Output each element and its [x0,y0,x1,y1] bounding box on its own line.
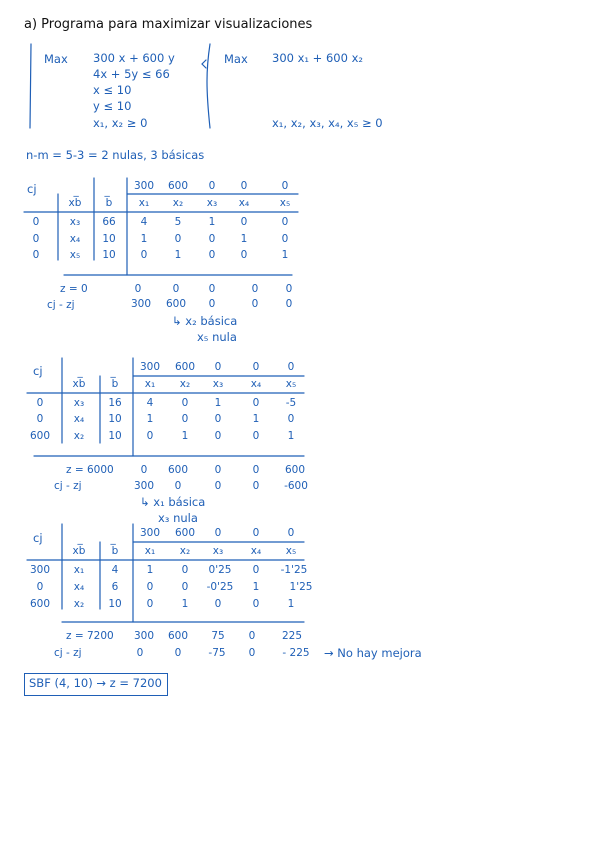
var-header: x₅ [285,545,297,557]
cj-value: 0 [252,527,260,539]
row-b: 10 [102,249,116,261]
row-coef: -1'25 [280,564,308,576]
var-header: x₁ [144,545,156,557]
row-coef: 0 [181,397,189,409]
row-c: 0 [32,233,40,245]
z-label: z = 6000 [66,464,114,476]
row-coef: 1'25 [289,581,313,593]
cz-value: 0 [174,480,182,492]
row-b: 6 [111,581,119,593]
max-label-right: Max [224,52,248,66]
row-coef: 0'25 [208,564,232,576]
objective-right: 300 x₁ + 600 x₂ [272,51,363,65]
cz-value: 0 [285,298,293,310]
z-value: 0 [252,464,260,476]
row-c: 0 [32,216,40,228]
row-c: 0 [36,397,44,409]
z-value: 0 [172,283,180,295]
xb-header: xb̅ [72,545,86,557]
row-coef: 0 [146,598,154,610]
xb-header: xb̅ [68,197,82,209]
cz-value: 0 [251,298,259,310]
var-header: x₂ [172,197,184,209]
row-coef: 4 [146,397,154,409]
row-b: 66 [102,216,116,228]
row-coef: 1 [181,598,189,610]
row-c: 600 [29,598,51,610]
var-header: x₃ [212,545,224,557]
model-bracket-left [30,44,31,128]
row-b: 10 [102,233,116,245]
row-b: 16 [108,397,122,409]
row-coef: 0 [181,564,189,576]
z-value: 75 [211,630,225,642]
z-label: z = 7200 [66,630,114,642]
var-header: x₅ [285,378,297,390]
cj-value: 0 [214,527,222,539]
row-coef: 1 [146,564,154,576]
constraint-nonneg: x₁, x₂ ≥ 0 [93,116,148,130]
z-value: 600 [167,630,189,642]
max-label-left: Max [44,52,68,66]
cz-label: cj - zj [54,647,82,659]
var-header: x₄ [250,545,262,557]
row-coef: 0 [208,233,216,245]
z-value: 0 [251,283,259,295]
var-header: x₅ [279,197,291,209]
cj-value: 0 [281,180,289,192]
cj-value: 300 [139,527,161,539]
z-value: 0 [140,464,148,476]
entering-note: ↳ x₂ básica [172,314,238,328]
row-coef: 0 [146,581,154,593]
z-value: 300 [133,630,155,642]
nm-line: n-m = 5-3 = 2 nulas, 3 básicas [26,148,205,162]
cj-value: 600 [167,180,189,192]
cz-value: 600 [165,298,187,310]
row-coef: 0 [146,430,154,442]
row-xb: x₁ [73,564,85,576]
cj-value: 0 [287,361,295,373]
row-coef: 0 [214,598,222,610]
solution-box [24,673,168,696]
cz-label: cj - zj [47,299,75,311]
var-header: x₃ [212,378,224,390]
z-value: 0 [134,283,142,295]
row-coef: 1 [140,233,148,245]
cj-label: cj [27,182,37,196]
cj-value: 600 [174,361,196,373]
cz-value: -600 [284,480,308,492]
var-header: x₃ [206,197,218,209]
row-coef: 1 [214,397,222,409]
row-xb: x₂ [73,430,85,442]
row-coef: 0 [252,564,260,576]
row-xb: x₄ [69,233,81,245]
row-b: 10 [108,598,122,610]
row-c: 0 [36,413,44,425]
var-header: x₁ [138,197,150,209]
leaving-note: x₅ nula [197,330,237,344]
row-c: 600 [29,430,51,442]
row-xb: x₄ [73,581,85,593]
row-xb: x₅ [69,249,81,261]
cz-value: 0 [252,480,260,492]
row-coef: 4 [140,216,148,228]
cj-value: 600 [174,527,196,539]
objective-left: 300 x + 600 y [93,51,175,65]
cj-value: 0 [240,180,248,192]
row-coef: 0 [240,249,248,261]
row-coef: -5 [285,397,297,409]
row-coef: 0 [281,216,289,228]
row-coef: 0 [287,413,295,425]
z-value: 600 [167,464,189,476]
cz-value: 0 [248,647,256,659]
var-header: x₂ [179,378,191,390]
row-coef: 1 [240,233,248,245]
cz-value: -75 [208,647,226,659]
cz-value: 0 [174,647,182,659]
model-bracket-mid [207,44,210,128]
var-header: x₄ [238,197,250,209]
row-coef: 1 [281,249,289,261]
var-header: x₂ [179,545,191,557]
row-xb: x₃ [69,216,81,228]
cz-value: - 225 [282,647,310,659]
xb-header: xb̅ [72,378,86,390]
row-coef: 0 [214,430,222,442]
constraint-1: 4x + 5y ≤ 66 [93,67,170,81]
row-coef: 1 [146,413,154,425]
row-coef: 0 [240,216,248,228]
z-value: 225 [281,630,303,642]
cz-value: 0 [136,647,144,659]
row-coef: 0 [252,397,260,409]
z-value: 0 [248,630,256,642]
row-coef: 0 [208,249,216,261]
no-improvement-note: → No hay mejora [324,646,422,660]
row-coef: 1 [287,598,295,610]
row-coef: 1 [208,216,216,228]
entering-note: ↳ x₁ básica [140,495,206,509]
b-header: b̅ [111,545,119,557]
cj-label: cj [33,364,43,378]
row-coef: 0 [181,413,189,425]
cj-value: 0 [252,361,260,373]
cz-value: 0 [214,480,222,492]
cj-value: 0 [287,527,295,539]
row-coef: 0 [140,249,148,261]
row-xb: x₂ [73,598,85,610]
row-c: 0 [32,249,40,261]
cj-value: 0 [208,180,216,192]
row-coef: 1 [181,430,189,442]
z-label: z = 0 [60,283,88,295]
cj-label: cj [33,531,43,545]
cj-value: 0 [214,361,222,373]
exercise-title: a) Programa para maximizar visualizaciones [24,17,313,32]
z-value: 600 [284,464,306,476]
row-coef: 1 [252,581,260,593]
row-xb: x₃ [73,397,85,409]
var-header: x₁ [144,378,156,390]
z-value: 0 [214,464,222,476]
b-header: b̅ [111,378,119,390]
row-coef: 5 [174,216,182,228]
cz-value: 0 [208,298,216,310]
cz-value: 300 [133,480,155,492]
cj-value: 300 [133,180,155,192]
nonneg-right: x₁, x₂, x₃, x₄, x₅ ≥ 0 [272,116,383,130]
z-value: 0 [285,283,293,295]
row-coef: 1 [174,249,182,261]
row-coef: 0 [281,233,289,245]
row-b: 4 [111,564,119,576]
cz-value: 300 [130,298,152,310]
row-b: 10 [108,413,122,425]
cz-label: cj - zj [54,480,82,492]
row-c: 0 [36,581,44,593]
solution-text: SBF (4, 10) → z = 7200 [29,676,162,690]
model-brace-tick [202,60,206,68]
row-coef: 0 [252,598,260,610]
row-coef: 0 [214,413,222,425]
row-c: 300 [29,564,51,576]
row-coef: 1 [252,413,260,425]
leaving-note: x₃ nula [158,511,198,525]
z-value: 0 [208,283,216,295]
constraint-3: y ≤ 10 [93,99,132,113]
row-coef: 0 [174,233,182,245]
cj-value: 300 [139,361,161,373]
constraint-2: x ≤ 10 [93,83,132,97]
row-coef: 0 [181,581,189,593]
var-header: x₄ [250,378,262,390]
row-coef: 0 [252,430,260,442]
b-header: b̅ [105,197,113,209]
row-coef: 1 [287,430,295,442]
row-xb: x₄ [73,413,85,425]
row-b: 10 [108,430,122,442]
row-coef: -0'25 [206,581,234,593]
